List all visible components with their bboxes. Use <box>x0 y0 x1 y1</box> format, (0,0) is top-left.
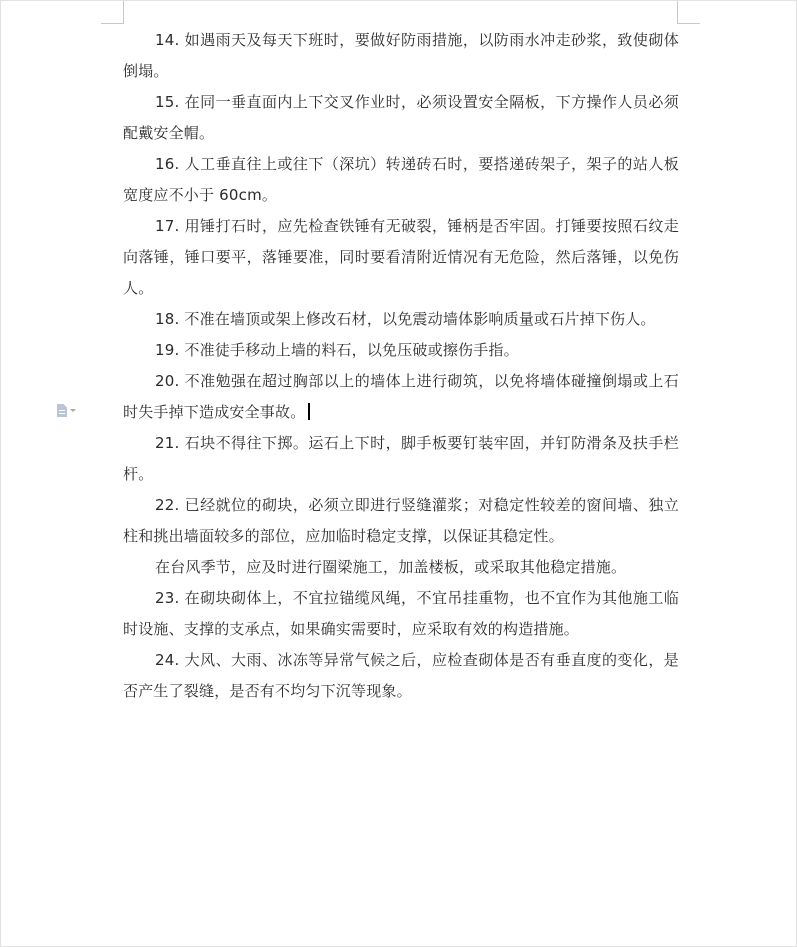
paragraph-16: 16. 人工垂直往上或往下（深坑）转递砖石时，要搭递砖架子，架子的站人板宽度应不小于 60cm。 <box>123 155 679 204</box>
top-left-margin-mark <box>101 1 124 24</box>
paragraph-19: 19. 不准徒手移动上墙的料石，以免压破或擦伤手指。 <box>155 341 519 359</box>
paragraph-15: 15. 在同一垂直面内上下交叉作业时，必须设置安全隔板，下方操作人员必须配戴安全帽。 <box>123 93 679 142</box>
paragraph-22: 22. 已经就位的砌块，必须立即进行竖缝灌浆；对稳定性较差的窗间墙、独立柱和挑出墙面较多的部位，应加临时稳定支撑，以保证其稳定性。 <box>123 496 679 545</box>
document-icon[interactable] <box>57 404 67 417</box>
paragraph-typhoon: 在台风季节，应及时进行圈梁施工，加盖楼板，或采取其他稳定措施。 <box>155 558 627 576</box>
paragraph-options[interactable] <box>57 404 76 417</box>
paragraph-17: 17. 用锤打石时，应先检查铁锤有无破裂，锤柄是否牢固。打锤要按照石纹走向落锤，锤口要平，落锤要准，同时要看清附近情况有无危险，然后落锤，以免伤人。 <box>123 217 679 297</box>
paragraph-20-text: 20. 不准勉强在超过胸部以上的墙体上进行砌筑，以免将墙体碰撞倒塌或上石时失手掉下造成安全事故。 <box>123 372 679 421</box>
document-body[interactable] <box>123 25 679 707</box>
paragraph-24: 24. 大风、大雨、冰冻等异常气候之后，应检查砌体是否有垂直度的变化，是否产生了裂缝，是否有不均匀下沉等现象。 <box>123 651 679 700</box>
caret-down-icon[interactable] <box>70 409 76 412</box>
paragraph-20 <box>123 366 679 428</box>
paragraph-23: 23. 在砌块砌体上，不宜拉锚缆风绳，不宜吊挂重物，也不宜作为其他施工临时设施、支撑的支承点，如果确实需要时，应采取有效的构造措施。 <box>123 589 679 638</box>
text-cursor <box>308 403 310 420</box>
paragraph-14: 14. 如遇雨天及每天下班时，要做好防雨措施，以防雨水冲走砂浆，致使砌体倒塌。 <box>123 31 679 80</box>
top-right-margin-mark <box>677 1 700 24</box>
paragraph-21: 21. 石块不得往下掷。运石上下时，脚手板要钉装牢固，并钉防滑条及扶手栏杆。 <box>123 434 679 483</box>
paragraph-18: 18. 不准在墙顶或架上修改石材，以免震动墙体影响质量或石片掉下伤人。 <box>155 310 656 328</box>
